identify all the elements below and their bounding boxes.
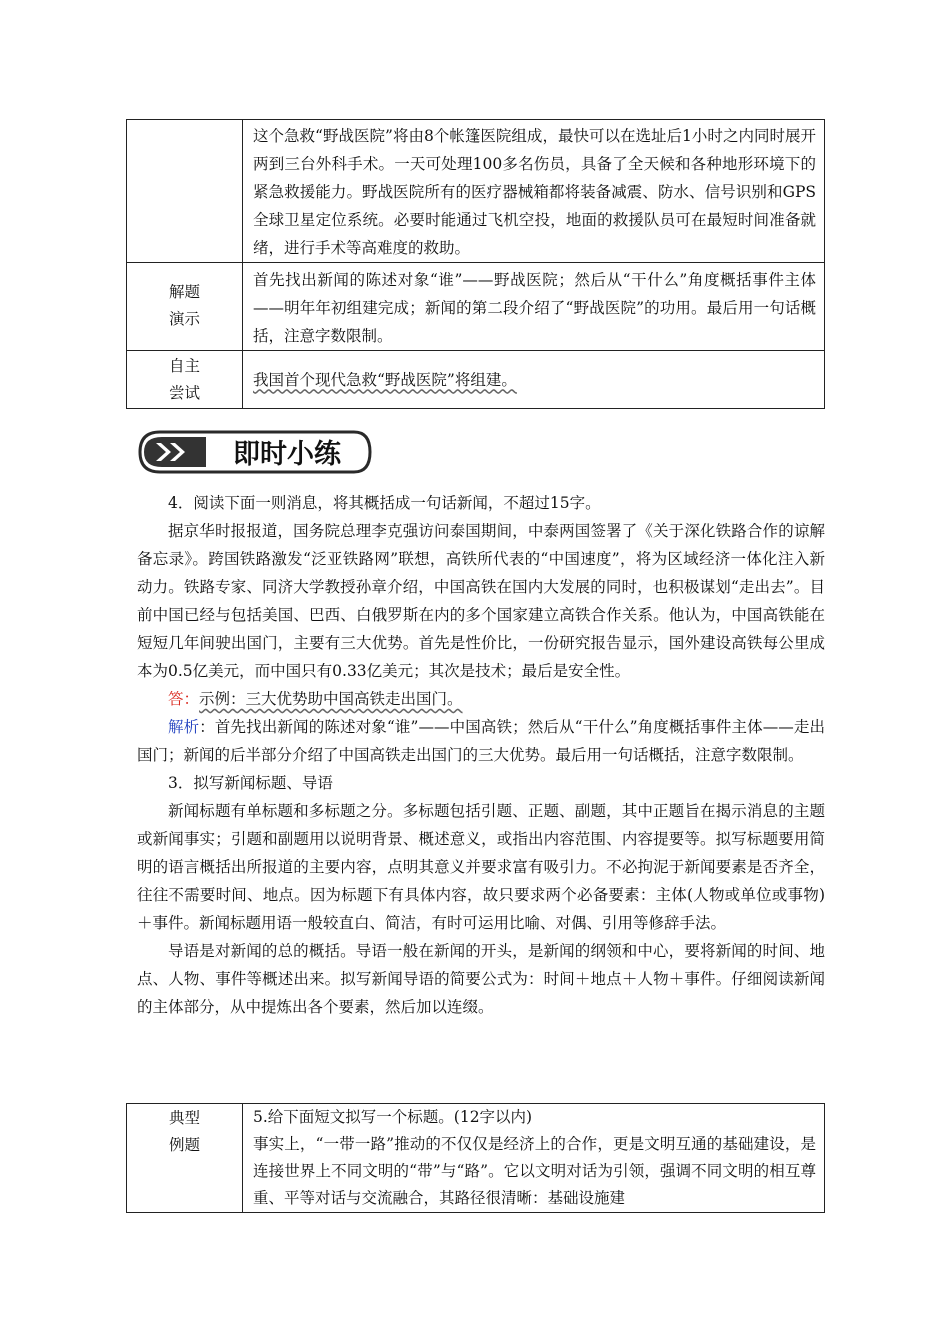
analysis-line [137,713,825,769]
section-banner [134,428,374,476]
exercise-passage: 据京华时报报道，国务院总理李克强访问泰国期间，中泰两国签署了《关于深化铁路合作的谅解备忘录》。跨国铁路激发“泛亚铁路网”联想，高铁所代表的“中国速度”，将为区域经济一体化注入新动力。铁路专家、同济大学教授孙章介绍，中国高铁在国内大发展的同时，也积极谋划“走出去”。目前中国已经与包括美国、巴西、白俄罗斯在内的多个国家建立高铁合作关系。他认为，中国高铁能在短短几年间驶出国门，主要有三大优势。首先是性价比，一份研究报告显示，国外建设高铁每公里成本为0.5亿美元，而中国只有0.33亿美元；其次是技术；最后是安全性。 [137,522,825,680]
section3-para1: 新闻标题有单标题和多标题之分。多标题包括引题、正题、副题，其中正题旨在揭示消息的主题或新闻事实；引题和副题用以说明背景、概述意义，或指出内容范围、内容提要等。拟写标题要用简明的语言概括出所报道的主要内容，点明其意义并要求富有吸引力。不必拘泥于新闻要素是否齐全，往往不需要时间、地点。因为标题下有具体内容，故只要求两个必备要素：主体(人物或单位或事物)＋事件。新闻标题用语一般较直白、简洁，有时可运用比喻、对偶、引用等修辞手法。 [137,802,825,932]
news-continuation-cell [243,120,825,263]
typical-label-line1: 典型 [168,1109,200,1127]
try-answer-text: 我国首个现代急救“野战医院”将组建。 [253,370,517,389]
typical-text: 事实上，“一带一路”推动的不仅仅是经济上的合作，更是文明互通的基础建设，是连接世界上不同文明的“带”与“路”。它以文明对话为引领，强调不同文明的相互尊重、平等对话与交流融合，其路径很清晰：基础设施建 [253,1135,816,1207]
table-row [127,263,825,351]
demo-text-cell [243,263,825,351]
demo-text: 首先找出新闻的陈述对象“谁”——野战医院；然后从“干什么”角度概括事件主体——明年年初组建完成；新闻的第二段介绍了“野战医院”的功用。最后用一句话概括，注意字数限制。 [253,271,816,345]
demo-label-line1: 解题 [168,283,200,301]
typical-label-cell [127,1104,243,1213]
section3-para2: 导语是对新闻的总的概括。导语一般在新闻的开头，是新闻的纲领和中心，要将新闻的时间、地点、人物、事件等概述出来。拟写新闻导语的简要公式为：时间＋地点＋人物＋事件。仔细阅读新闻的主体部分，从中提炼出各个要素，然后加以连缀。 [137,942,825,1016]
try-label-cell [127,351,243,409]
try-text-cell [243,351,825,409]
demo-label-line2: 演示 [168,310,200,328]
exercise-question: 4．阅读下面一则消息，将其概括成一句话新闻，不超过15字。 [168,494,601,512]
analysis-label: 解析 [168,718,200,736]
table-row [127,120,825,263]
news-continuation-text: 这个急救“野战医院”将由8个帐篷医院组成，最快可以在选址后1小时之内同时展开两到三台外科手术。一天可处理100多名伤员，具备了全天候和各种地形环境下的紧急救援能力。野战医院所有的医疗器械箱都将装备减震、防水、信号识别和GPS全球卫星定位系统。必要时能通过飞机空投，地面的救援队员可在最短时间准备就绪，进行手术等高难度的救助。 [253,127,816,257]
answer-text: 示例：三大优势助中国高铁走出国门。 [199,690,463,708]
try-label-line2: 尝试 [168,384,200,402]
try-label-line1: 自主 [168,357,200,375]
typical-label-line2: 例题 [168,1136,200,1154]
demo-label-cell [127,263,243,351]
typical-example-table [126,1103,825,1213]
typical-question: 5.给下面短文拟写一个标题。(12字以内) [253,1108,533,1126]
analysis-text: ：首先找出新闻的陈述对象“谁”——中国高铁；然后从“干什么”角度概括事件主体——走出国门；新闻的后半部分介绍了中国高铁走出国门的三大优势。最后用一句话概括，注意字数限制。 [137,718,825,764]
typical-text-cell [243,1104,825,1213]
example-table-continued [126,119,825,409]
banner-title: 即时小练 [233,439,341,470]
answer-label: 答： [168,690,200,708]
exercise-block [137,489,825,1021]
answer-line [137,685,825,713]
section3-heading: 3．拟写新闻标题、导语 [168,774,333,792]
empty-label-cell [127,120,243,263]
table-row [127,1104,825,1213]
table-row [127,351,825,409]
